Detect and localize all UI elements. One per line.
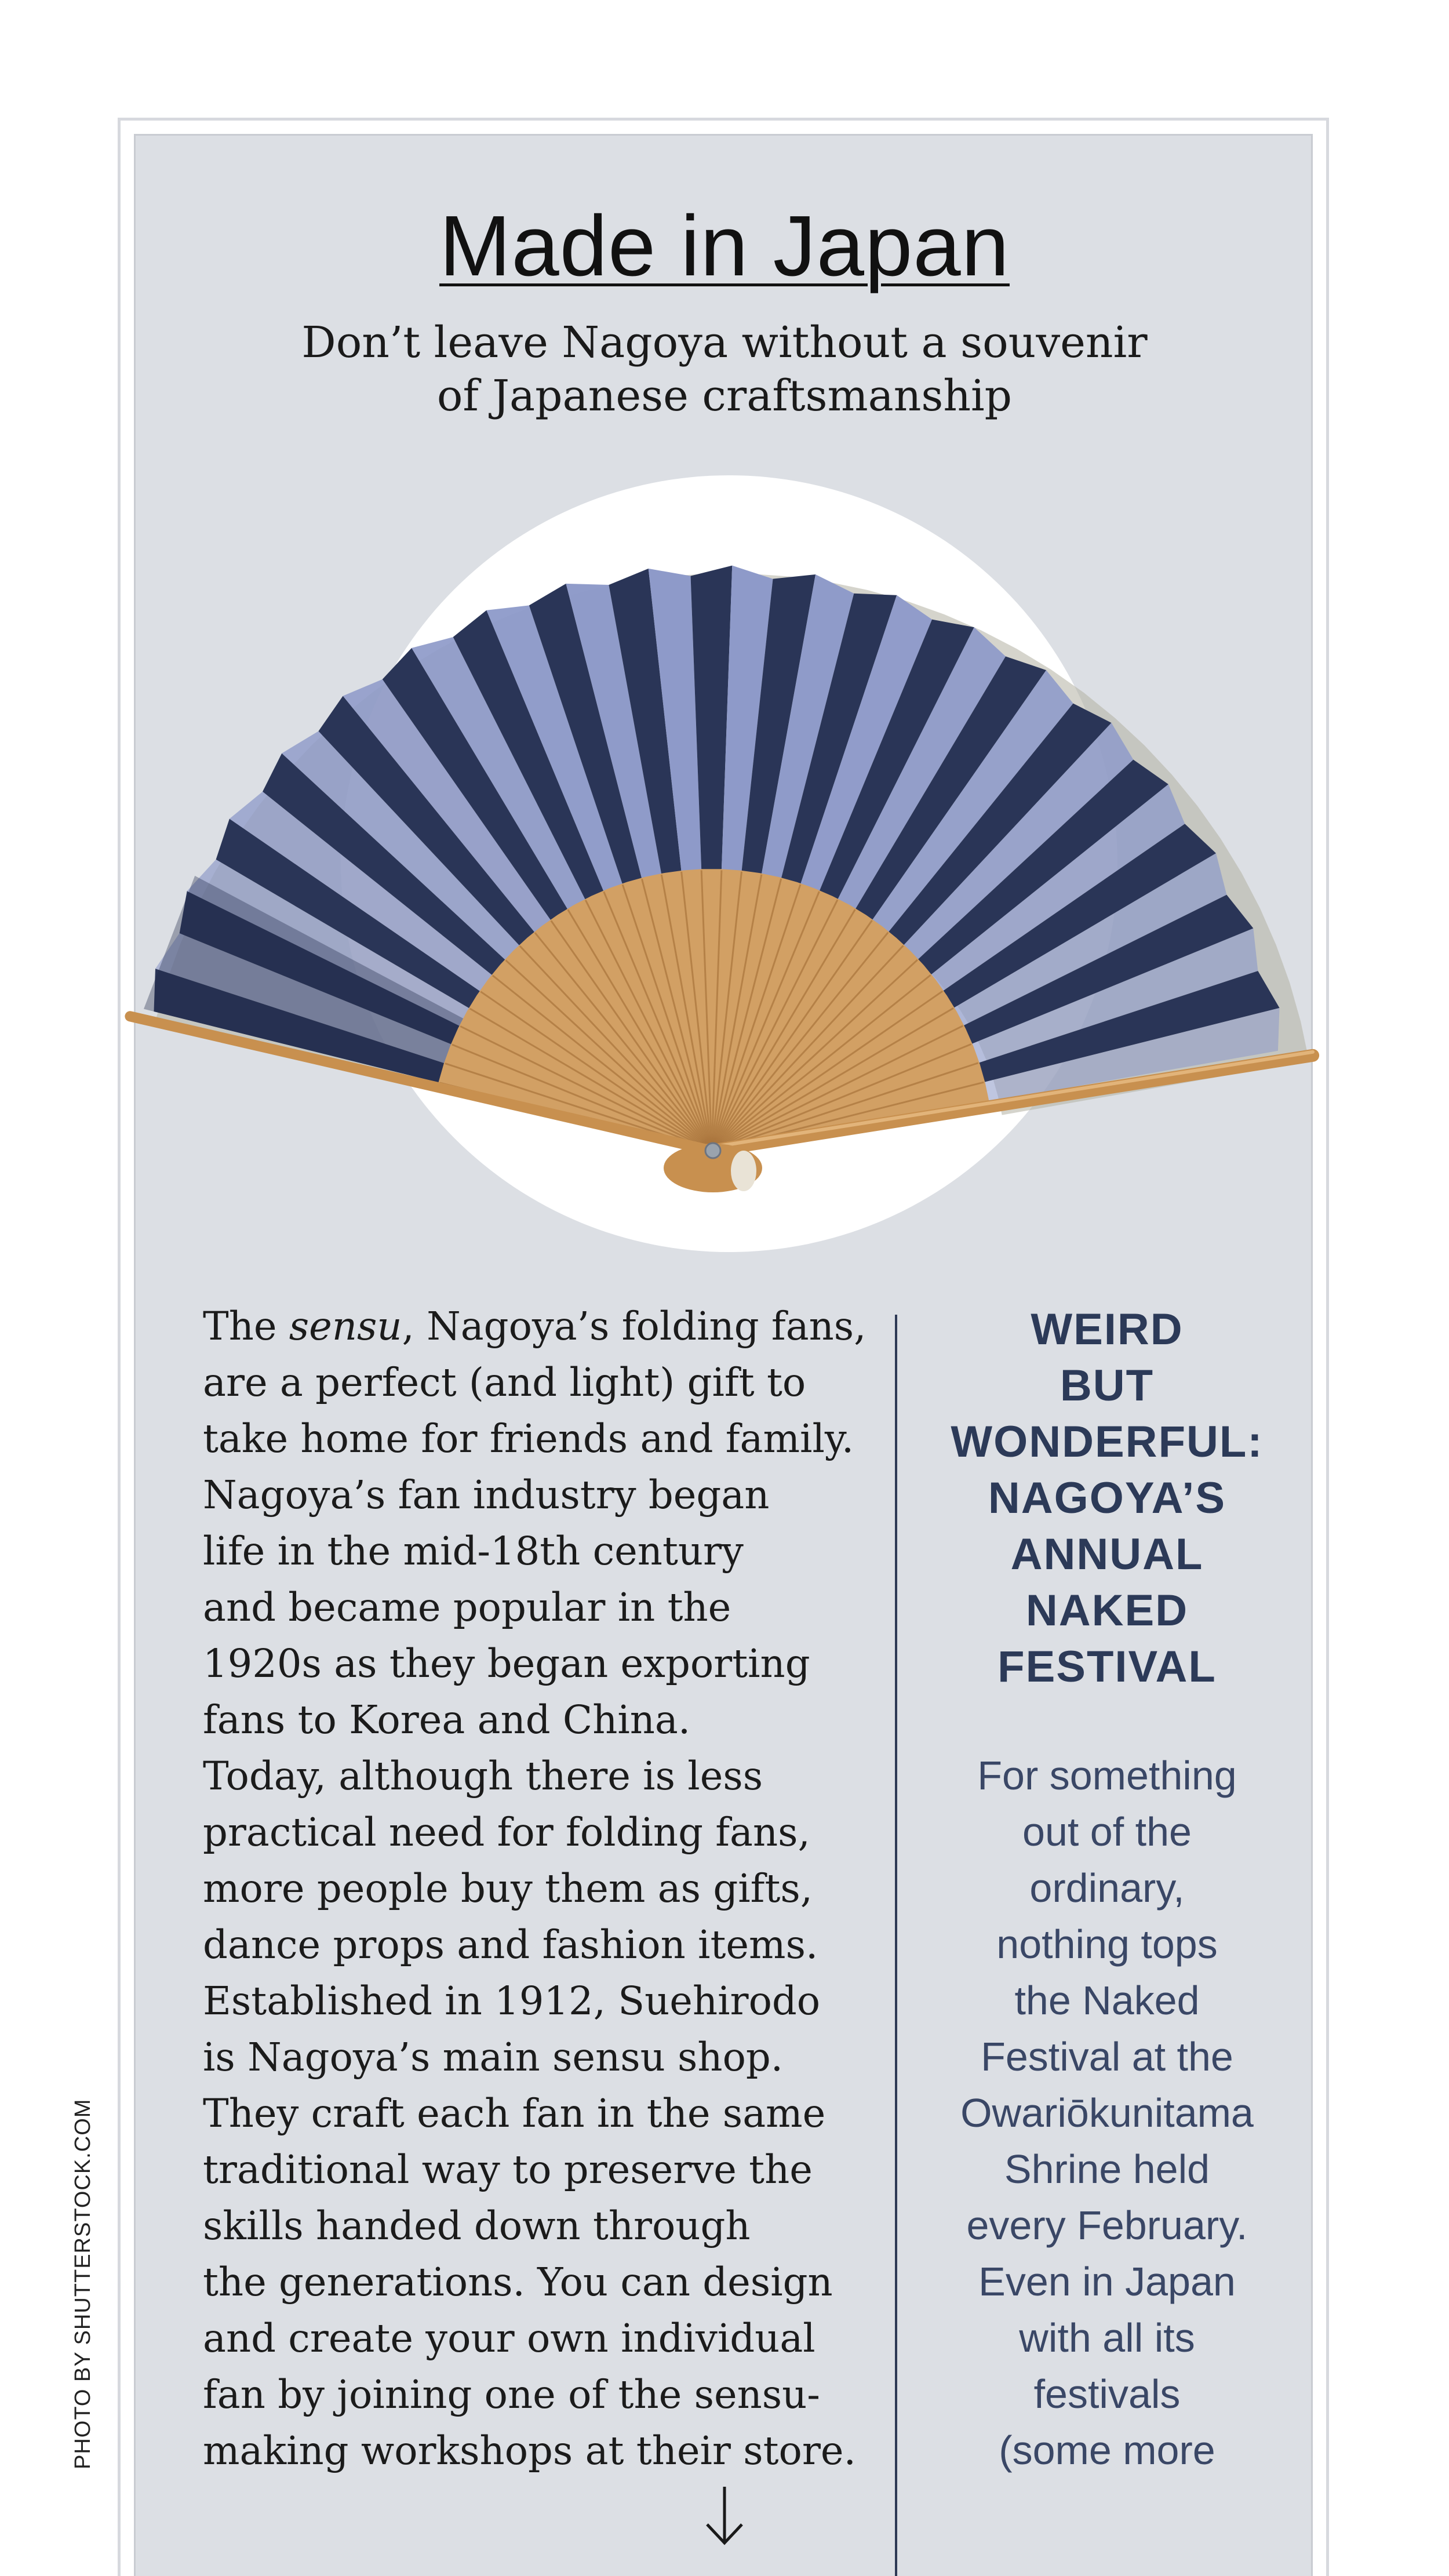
arrow-down-icon [704,2484,745,2548]
sidebar-line: festivals [1033,2371,1181,2417]
body-line: life in the mid-18th century [203,1529,744,1574]
sidebar-line: Owariōkunitama [960,2090,1254,2135]
sidebar-line: For something [977,1753,1237,1798]
folding-fan-image [0,0,1449,1275]
sidebar-line: ordinary, [1029,1865,1185,1911]
body-line: The sensu, Nagoya’s folding fans, [203,1304,867,1349]
body-line: more people buy them as gifts, [203,1866,813,1911]
column-divider [895,1315,897,2576]
sidebar-heading [916,1301,1298,1695]
sidebar-heading-line: NAGOYA’S [988,1473,1226,1523]
body-line: Today, although there is less [203,1753,763,1799]
body-line: They craft each fan in the same [203,2091,826,2136]
sidebar-body [916,1748,1298,2479]
sidebar-heading-line: FESTIVAL [997,1642,1217,1691]
sidebar-line: with all its [1019,2315,1195,2360]
sidebar-line: Shrine held [1004,2146,1210,2192]
body-line: is Nagoya’s main sensu shop. [203,2035,784,2080]
fan-illustration [0,0,1449,1275]
body-line: dance props and fashion items. [203,1922,818,1967]
sidebar-line: every February. [966,2203,1248,2248]
sidebar-line: out of the [1022,1809,1192,1854]
body-line: are a perfect (and light) gift to [203,1360,806,1405]
body-line: making workshops at their store. [203,2428,856,2473]
body-line: fan by joining one of the sensu- [203,2372,820,2417]
body-line: skills handed down through [203,2203,751,2248]
photo-credit: PHOTO BY SHUTTERSTOCK.COM [71,2098,95,2469]
sidebar-heading-line: WEIRD [1031,1305,1184,1354]
sidebar-heading-line: WONDERFUL: [951,1417,1264,1467]
sidebar-line: the Naked [1014,1978,1200,2023]
sidebar-line: Even in Japan [978,2259,1236,2304]
body-line: and create your own individual [203,2316,815,2361]
subtitle-line: Don’t leave Nagoya without a souvenir [301,318,1148,368]
body-line: Established in 1912, Suehirodo [203,1978,821,2024]
subtitle-line: of Japanese craftsmanship [436,371,1013,421]
body-line: the generations. You can design [203,2260,833,2305]
article-body [203,1298,869,2479]
body-line: practical need for folding fans, [203,1810,810,1855]
body-line: take home for friends and family. [203,1416,854,1461]
sidebar-heading-line: BUT [1060,1361,1155,1410]
sidebar-line: Festival at the [981,2034,1233,2079]
sidebar-heading-line: ANNUAL [1010,1530,1204,1579]
body-line: fans to Korea and China. [203,1697,691,1742]
sidebar-line: (some more [999,2428,1215,2473]
fan-rivet [705,1143,720,1158]
body-line: Nagoya’s fan industry began [203,1472,770,1518]
sidebar-line: nothing tops [996,1922,1218,1967]
body-line: 1920s as they began exporting [203,1641,810,1686]
page-title: Made in Japan [439,198,1010,294]
body-line: traditional way to preserve the [203,2147,813,2192]
fan-pivot-paper [731,1151,756,1191]
sidebar-heading-line: NAKED [1025,1586,1189,1635]
body-line: and became popular in the [203,1585,731,1630]
